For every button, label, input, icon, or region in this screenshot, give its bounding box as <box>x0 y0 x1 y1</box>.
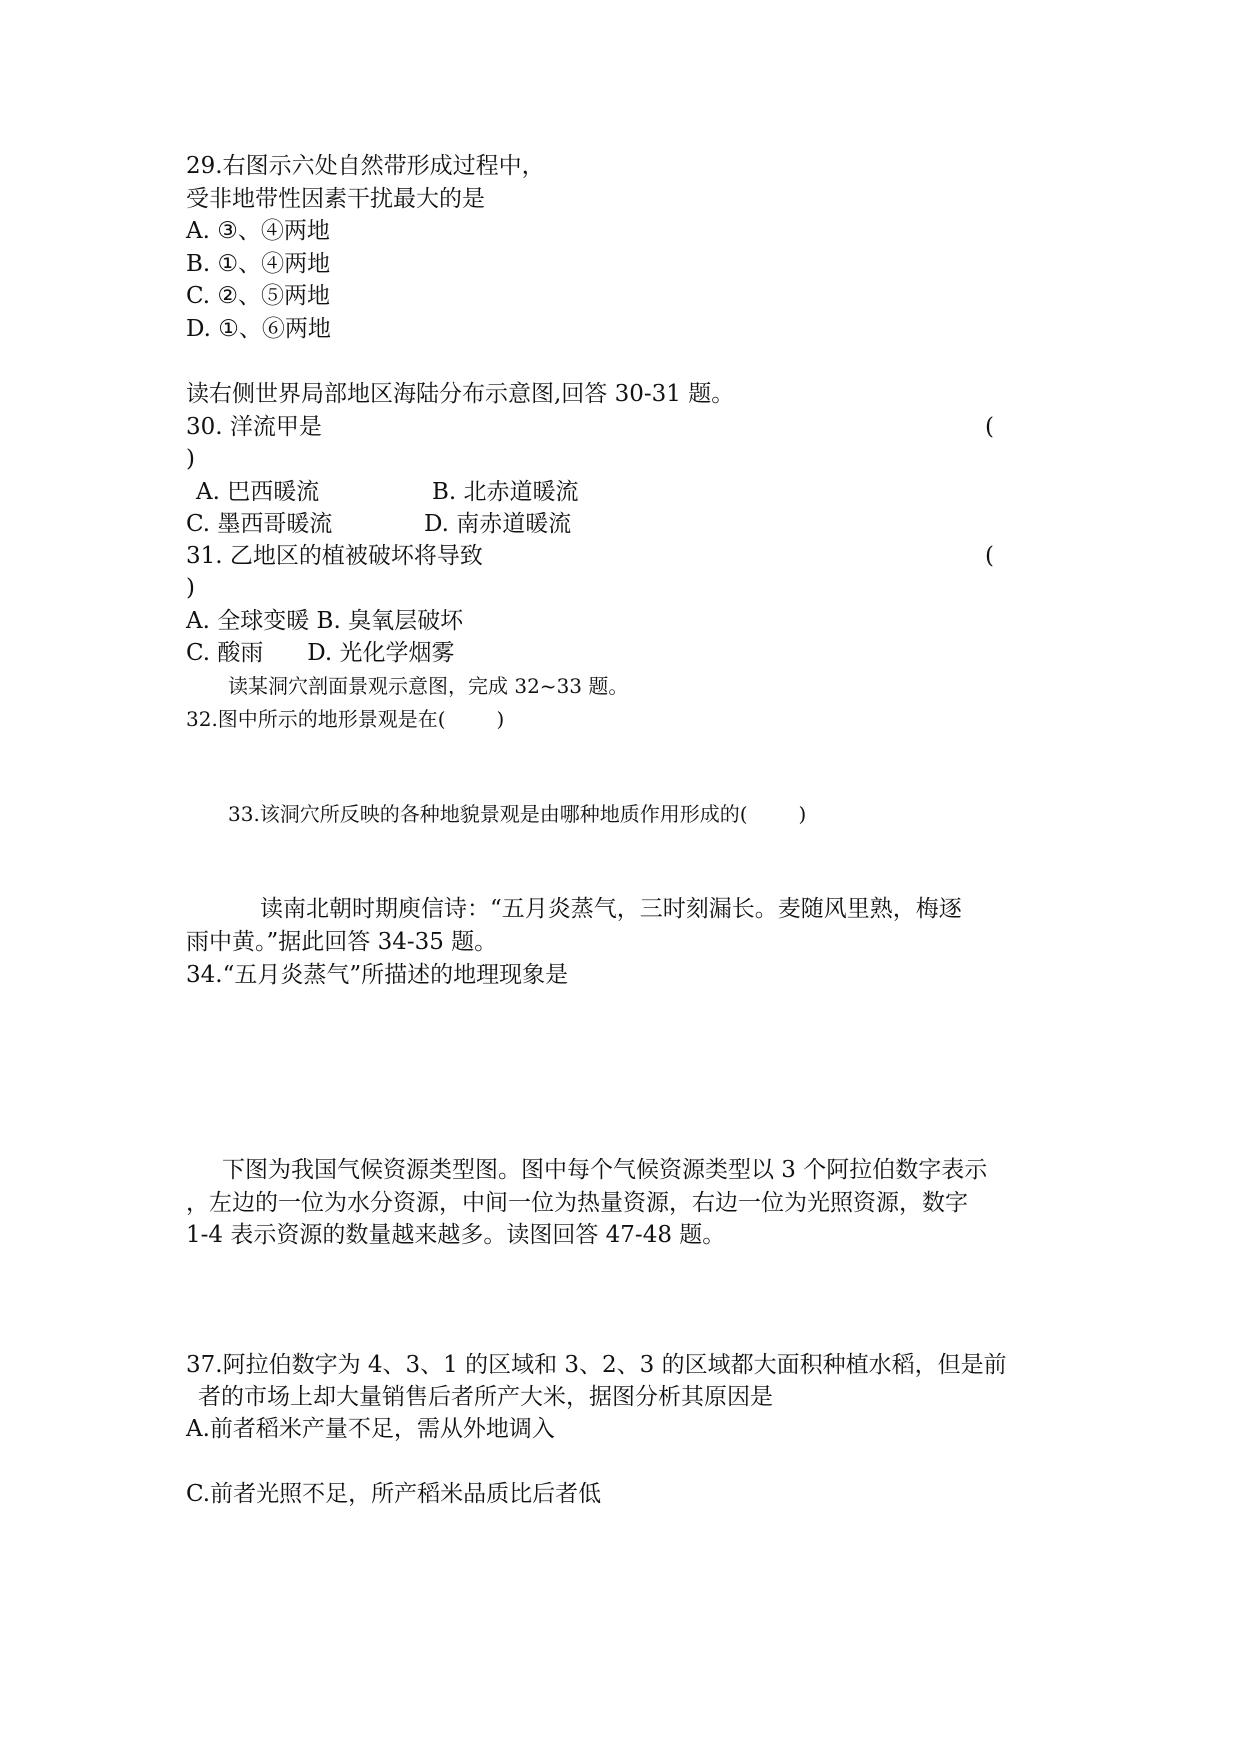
q30-option-b: B. 北赤道暖流 <box>432 479 579 505</box>
q32: 32.图中所示的地形景观是在( ) <box>186 707 505 731</box>
q29-stem-line2: 受非地带性因素干扰最大的是 <box>186 186 485 212</box>
q31-paren-close: ) <box>186 575 195 601</box>
q30-stem: 30. 洋流甲是 <box>186 414 322 440</box>
q31-paren-open: ( <box>985 543 994 569</box>
q29-option-a: A. ③、④两地 <box>186 218 330 244</box>
q31-options-cd: C. 酸雨 D. 光化学烟雾 <box>186 640 455 666</box>
q37-stem-line1: 37.阿拉伯数字为 4、3、1 的区域和 3、2、3 的区域都大面积种植水稻，但是前 <box>186 1352 1007 1378</box>
q30-paren-close: ) <box>186 446 195 472</box>
q37-stem-line2: 者的市场上却大量销售后者所产大米，据图分析其原因是 <box>198 1384 773 1410</box>
q33: 33.该洞穴所反映的各种地貌景观是由哪种地质作用形成的( ) <box>228 802 807 826</box>
q29-stem-line1: 29.右图示六处自然带形成过程中， <box>186 153 545 179</box>
q30-option-d: D. 南赤道暖流 <box>424 511 572 537</box>
q30-paren-open: ( <box>985 414 994 440</box>
q37-option-c: C.前者光照不足，所产稻米品质比后者低 <box>186 1481 602 1507</box>
intro-34-35-line2: 雨中黄。”据此回答 34-35 题。 <box>186 929 498 955</box>
intro-30-31: 读右侧世界局部地区海陆分布示意图,回答 30-31 题。 <box>186 381 735 407</box>
intro-47-48-line3: 1-4 表示资源的数量越来越多。读图回答 47-48 题。 <box>186 1222 726 1248</box>
q31-stem: 31. 乙地区的植被破坏将导致 <box>186 543 483 569</box>
intro-47-48-line2: ，左边的一位为水分资源，中间一位为热量资源，右边一位为光照资源，数字 <box>186 1190 968 1216</box>
q29-option-b: B. ①、④两地 <box>186 251 331 277</box>
intro-47-48-line1: 下图为我国气候资源类型图。图中每个气候资源类型以 3 个阿拉伯数字表示 <box>222 1157 988 1183</box>
q29-option-d: D. ①、⑥两地 <box>186 316 331 342</box>
q29-option-c: C. ②、⑤两地 <box>186 283 331 309</box>
q30-option-c: C. 墨西哥暖流 <box>186 511 333 537</box>
intro-34-35-line1: 读南北朝时期庾信诗：“五月炎蒸气，三时刻漏长。麦随风里熟，梅逐 <box>260 896 962 922</box>
q31-options-ab: A. 全球变暖 B. 臭氧层破坏 <box>186 608 464 634</box>
q37-option-a: A.前者稻米产量不足，需从外地调入 <box>186 1416 555 1442</box>
intro-32-33: 读某洞穴剖面景观示意图，完成 32~33 题。 <box>228 674 629 698</box>
q34: 34.“五月炎蒸气”所描述的地理现象是 <box>186 962 569 988</box>
q30-option-a: A. 巴西暖流 <box>196 479 320 505</box>
